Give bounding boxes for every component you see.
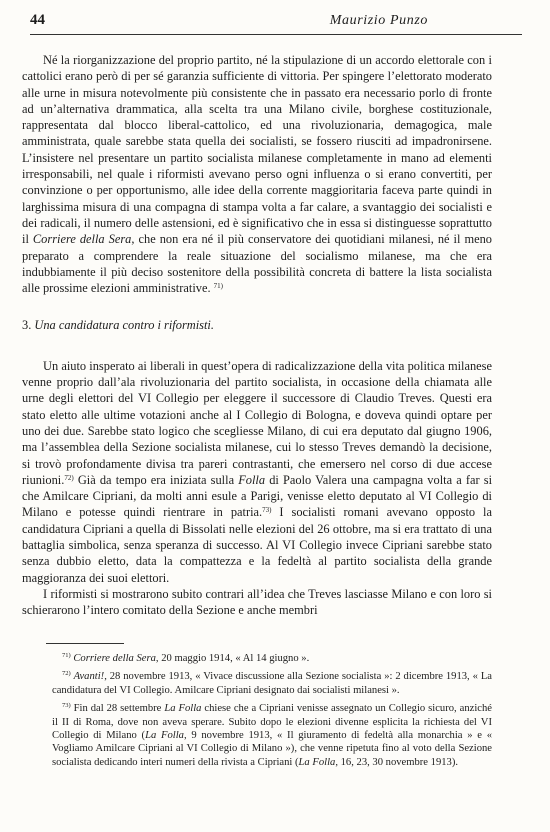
paragraph-3: I riformisti si mostrarono subito contrari all’idea che Treves lasciasse Milano e con loro si schierarono l’intero comitato della Sezione e anche membri xyxy=(22,586,492,618)
page xyxy=(30,12,522,35)
header-rule xyxy=(30,34,522,35)
footnote-number: 72) xyxy=(62,670,71,678)
running-head: Maurizio Punzo xyxy=(329,13,428,28)
footnote-73: $^{73)}$ Fin dal 28 settembre La Folla chiese che a Cipriani venisse assegnato un Collegio sicuro, anziché il II di Roma, dove non aveva sperare. Subito dopo le elezioni divenne esplicita la richiesta del VI Collegio di Milano (La Folla, 9 novembre 1913, « Il giuramento di fedeltà alla monarchia » e « Vogliamo Amilcare Cipriani al VI Collegio di Milano »), che venne ripetuta fino al voto della Sezione socialista dedicando interi numeri della rivista a Cipriani (La Folla, 16, 23, 30 novembre 1913). xyxy=(52,702,493,768)
page-header xyxy=(30,12,522,32)
page-number: 44 xyxy=(30,12,45,28)
footnote-71: $^{71)}$ Corriere della Sera, 20 maggio 1914, « Al 14 giugno ». xyxy=(62,652,310,664)
paragraph-1: Né la riorganizzazione del proprio partito, né la stipulazione di un accordo elettorale con i cattolici erano però di per sé garanzia sufficiente di vittoria. Per spingere l’elettorato moderato alle urne in misura notevolmente più consistente che in passato era necessario porlo di fronte ad un’alternativa drammatica, alla scelta tra una Milano civile, borghese costituzionale, rappresentata dal blocco liberal-cattolico, ed una rivoluzionaria, demagogica, male amministrata, quale sarebbe stata quella dei socialisti, se fossero riusciti ad impadronirsene. L’insistere nel presentare un partito socialista milanese completamente in mano ad elementi irresponsabili, nel quale i riformisti avevano perso ogni influenza o si erano convertiti, per convinzione o per opportunismo, alle idee della corrente maggioritaria faceva parte quindi in larghissima misura di una compagna di stampa volta a far calare, a svantaggio dei socialisti e dei radicali, il numero delle astensioni, ed è significativo che in essa si distinguesse soprattutto il Corriere della Sera, che non era né il più conservatore dei quotidiani milanesi, né il meno preparato a comprendere la reale situazione del socialismo milanese, ma che era indubbiamente il più deciso sostenitore della possibilità concreta di battere la lista socialista alle prossime elezioni amministrative. $^{71)}$ xyxy=(22,53,492,296)
footnote-number: 73) xyxy=(62,702,71,710)
note-ref-71: 71) xyxy=(213,282,224,291)
section-number: 3. xyxy=(22,318,32,333)
section-heading xyxy=(22,317,492,333)
footnote-rule xyxy=(46,643,124,644)
footnote-number: 71) xyxy=(62,652,71,659)
paragraph-2: Un aiuto insperato ai liberali in quest’opera di radicalizzazione della vita politica milanese venne proprio dall’ala rivoluzionaria del partito socialista, in occasione della chiamata alle urne degli elettori del VI Collegio per eleggere il successore di Claudio Treves. Questi era stato eletto alle ultime votazioni anche al I Collegio di Bologna, e doveva quindi optare per uno dei due. Sarebbe stato logico che scegliesse Milano, di cui era deputato dal giugno 1906, ma l’assemblea della Sezione socialista milanese, cui lo stesso Treves demandò la decisione, si trovò profondamente divisa tra pareri contrastanti, che emersero nel corso di due accese riunioni.$^{72)}$ Già da tempo era iniziata sulla Folla di Paolo Valera una campagna volta a far si che Amilcare Cipriani, da molti anni esule a Parigi, venisse eletto deputato al VI Collegio di Milano e potesse quindi rientrare in patria.$^{73)}$ I socialisti romani avevano opposto la candidatura Cipriani a quella di Bissolati nelle elezioni del 26 ottobre, ma si era trattato di una battaglia simbolica, senza speranza di successo. Al VI Collegio invece Cipriani sarebbe stato senza dubbio eletto, data la compattezza e la fedeltà al partito socialista della grande maggioranza dei suoi elettori. xyxy=(22,358,493,585)
main-text xyxy=(22,52,492,619)
note-ref-73: 73) xyxy=(262,506,272,515)
italic-title: Corriere della Sera xyxy=(32,232,132,247)
footnote-72: $^{72)}$ Avanti!, 28 novembre 1913, « Vivace discussione alla Sezione socialista »: 2 dicembre 1913, « La candidatura del VI Collegio. Amilcare Cipriani designato dai socialisti milanesi ». xyxy=(52,670,492,696)
italic-title: Folla xyxy=(238,472,266,487)
section-title: Una candidatura contro i riformisti. xyxy=(34,318,214,333)
footnotes xyxy=(52,652,492,774)
note-ref-72: 72) xyxy=(64,473,74,482)
